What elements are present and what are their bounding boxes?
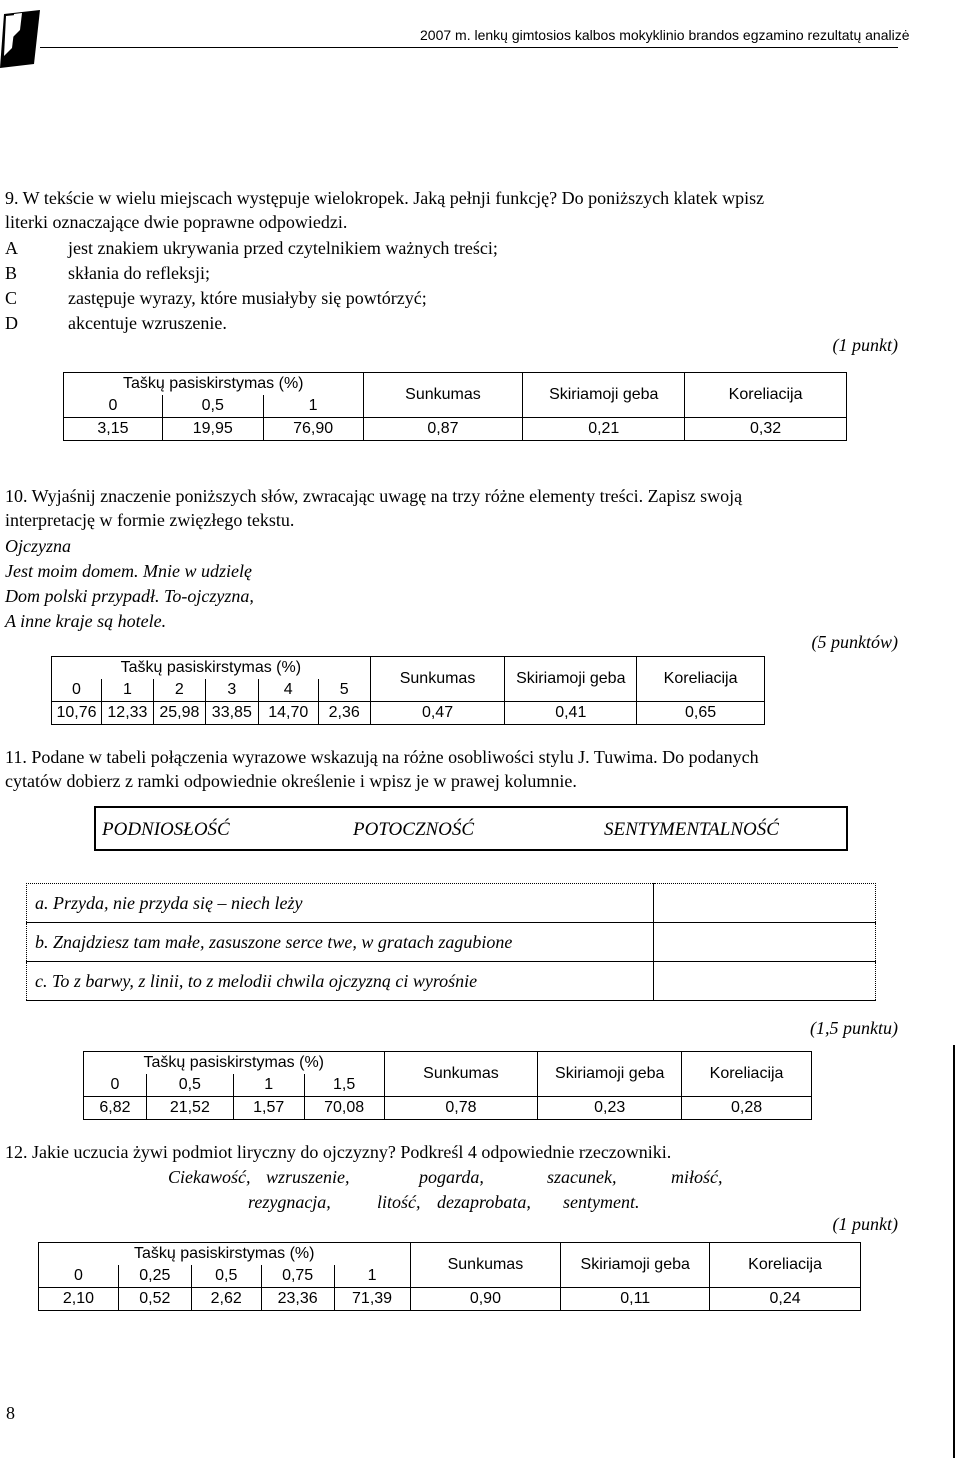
- page-number: 8: [6, 1403, 15, 1423]
- poem-line: Jest moim domem. Mnie w udzielę: [5, 561, 252, 581]
- percent-cell: 71,39: [334, 1288, 410, 1311]
- q10-points: (5 punktów): [811, 632, 898, 652]
- q11-points: (1,5 punktu): [810, 1018, 898, 1038]
- percent-cell: 6,82: [84, 1097, 147, 1120]
- percent-cell: 3,15: [64, 418, 163, 441]
- percent-cell: 25,98: [153, 702, 205, 725]
- discrimination-value: 0,11: [561, 1288, 710, 1311]
- discrimination-value: 0,41: [505, 702, 637, 725]
- q10-text-line1: 10. Wyjaśnij znaczenie poniższych słów, zwracając uwagę na trzy różne elementy treści. Zapisz swoją: [5, 486, 743, 506]
- correlation-value: 0,24: [710, 1288, 861, 1311]
- percent-cell: 10,76: [52, 702, 102, 725]
- q11-quotes-table: [26, 883, 876, 1001]
- percent-cell: 70,08: [304, 1097, 384, 1120]
- difficulty-header: Sunkumas: [363, 373, 523, 418]
- q12-text-line1: 12. Jakie uczucia żywi podmiot liryczny do ojczyzny? Podkreśl 4 odpowiednie rzeczowniki.: [5, 1142, 672, 1162]
- score-cell: 0: [52, 679, 102, 702]
- quote-cell: a. Przyda, nie przyda się – niech leży: [27, 884, 654, 923]
- q12-stats-table: [38, 1242, 861, 1311]
- difficulty-header: Sunkumas: [384, 1052, 538, 1097]
- percent-cell: 2,10: [39, 1288, 119, 1311]
- percent-cell: 0,52: [118, 1288, 191, 1311]
- percent-cell: 23,36: [261, 1288, 334, 1311]
- feeling-word: miłość,: [671, 1167, 723, 1187]
- answer-options-box: [94, 806, 848, 851]
- percent-cell: 14,70: [258, 702, 318, 725]
- q9-text-line1: 9. W tekście w wielu miejscach występuje wielokropek. Jaką pełnji funkcję? Do poniższych klatek wpisz: [5, 188, 765, 208]
- feeling-word: pogarda,: [419, 1167, 484, 1187]
- correlation-value: 0,65: [637, 702, 765, 725]
- q9-option-letter: D: [5, 313, 18, 333]
- poem-line: Dom polski przypadł. To-ojczyzna,: [5, 586, 254, 606]
- dist-header: Taškų pasiskirstymas (%): [39, 1243, 411, 1266]
- discrimination-value: 0,21: [523, 418, 685, 441]
- q11-text-line2: cytatów dobierz z ramki odpowiednie określenie i wpisz je w prawej kolumnie.: [5, 771, 577, 791]
- q9-option-text: jest znakiem ukrywania przed czytelnikiem ważnych treści;: [68, 238, 498, 258]
- quote-cell: c. To z barwy, z linii, to z melodii chwila ojczyzną ci wyrośnie: [27, 962, 654, 1001]
- answer-cell[interactable]: [654, 962, 876, 1001]
- score-cell: 4: [258, 679, 318, 702]
- q9-option-text: skłania do refleksji;: [68, 263, 210, 283]
- score-cell: 0,5: [146, 1074, 233, 1097]
- discrimination-value: 0,23: [538, 1097, 682, 1120]
- answer-cell[interactable]: [654, 923, 876, 962]
- header-divider: [40, 47, 898, 48]
- dist-header: Taškų pasiskirstymas (%): [64, 373, 364, 396]
- discrimination-header: Skiriamoji geba: [523, 373, 685, 418]
- q10-stats-table: [51, 656, 765, 725]
- correlation-header: Koreliacija: [685, 373, 847, 418]
- percent-cell: 1,57: [233, 1097, 304, 1120]
- difficulty-value: 0,87: [363, 418, 523, 441]
- feeling-word: litość,: [377, 1192, 421, 1212]
- score-cell: 1: [233, 1074, 304, 1097]
- score-cell: 1: [334, 1265, 410, 1288]
- score-cell: 0,25: [118, 1265, 191, 1288]
- score-cell: 0: [64, 395, 163, 418]
- percent-cell: 76,90: [263, 418, 363, 441]
- q11-stats-table: [83, 1051, 812, 1120]
- feeling-word: Ciekawość,: [168, 1167, 251, 1187]
- score-cell: 5: [318, 679, 370, 702]
- difficulty-value: 0,47: [370, 702, 505, 725]
- score-cell: 1: [263, 395, 363, 418]
- q9-option-text: akcentuje wzruszenie.: [68, 313, 227, 333]
- correlation-header: Koreliacija: [682, 1052, 812, 1097]
- q9-option-letter: B: [5, 263, 18, 283]
- margin-bar: [953, 1045, 955, 1458]
- quote-cell: b. Znajdziesz tam małe, zasuszone serce twe, w gratach zagubione: [27, 923, 654, 962]
- dist-header: Taškų pasiskirstymas (%): [84, 1052, 385, 1075]
- discrimination-header: Skiriamoji geba: [561, 1243, 710, 1288]
- poem-line: A inne kraje są hotele.: [5, 611, 167, 631]
- poem-line: Ojczyzna: [5, 536, 71, 556]
- percent-cell: 2,62: [191, 1288, 261, 1311]
- discrimination-header: Skiriamoji geba: [538, 1052, 682, 1097]
- score-cell: 0,5: [191, 1265, 261, 1288]
- header-title: 2007 m. lenkų gimtosios kalbos mokyklinio brandos egzamino rezultatų analizė: [420, 27, 910, 43]
- q9-text-line2: literki oznaczające dwie poprawne odpowiedzi.: [5, 212, 348, 232]
- q9-option-letter: A: [5, 238, 18, 258]
- q9-points: (1 punkt): [832, 335, 898, 355]
- score-cell: 0,75: [261, 1265, 334, 1288]
- correlation-value: 0,28: [682, 1097, 812, 1120]
- percent-cell: 19,95: [162, 418, 263, 441]
- discrimination-header: Skiriamoji geba: [505, 657, 637, 702]
- percent-cell: 21,52: [146, 1097, 233, 1120]
- option-colloquialism: POTOCZNOŚĆ: [353, 819, 475, 840]
- q9-option-letter: C: [5, 288, 18, 308]
- feeling-word: dezaprobata,: [437, 1192, 531, 1212]
- score-cell: 1: [101, 679, 153, 702]
- difficulty-header: Sunkumas: [370, 657, 505, 702]
- q10-text-line2: interpretację w formie zwięzłego tekstu.: [5, 510, 295, 530]
- difficulty-value: 0,78: [384, 1097, 538, 1120]
- q11-text-line1: 11. Podane w tabeli połączenia wyrazowe wskazują na różne osobliwości stylu J. Tuwima. Do podanych: [5, 747, 759, 767]
- feeling-word: wzruszenie,: [266, 1167, 350, 1187]
- option-sublimity: PODNIOSŁOŚĆ: [102, 819, 230, 840]
- difficulty-value: 0,90: [410, 1288, 561, 1311]
- feeling-word: rezygnacja,: [248, 1192, 331, 1212]
- feeling-word: szacunek,: [547, 1167, 617, 1187]
- correlation-value: 0,32: [685, 418, 847, 441]
- percent-cell: 2,36: [318, 702, 370, 725]
- answer-cell[interactable]: [654, 884, 876, 923]
- difficulty-header: Sunkumas: [410, 1243, 561, 1288]
- option-sentimentality: SENTYMENTALNOŚĆ: [604, 819, 779, 840]
- score-cell: 0,5: [162, 395, 263, 418]
- q9-stats-table: [63, 372, 847, 441]
- dist-header: Taškų pasiskirstymas (%): [52, 657, 371, 680]
- score-cell: 2: [153, 679, 205, 702]
- feeling-word: sentyment.: [563, 1192, 640, 1212]
- score-cell: 0: [84, 1074, 147, 1097]
- score-cell: 3: [205, 679, 258, 702]
- correlation-header: Koreliacija: [710, 1243, 861, 1288]
- q12-points: (1 punkt): [832, 1214, 898, 1234]
- percent-cell: 33,85: [205, 702, 258, 725]
- percent-cell: 12,33: [101, 702, 153, 725]
- score-cell: 0: [39, 1265, 119, 1288]
- correlation-header: Koreliacija: [637, 657, 765, 702]
- logo-icon: [0, 8, 48, 68]
- score-cell: 1,5: [304, 1074, 384, 1097]
- q9-option-text: zastępuje wyrazy, które musiałyby się powtórzyć;: [68, 288, 427, 308]
